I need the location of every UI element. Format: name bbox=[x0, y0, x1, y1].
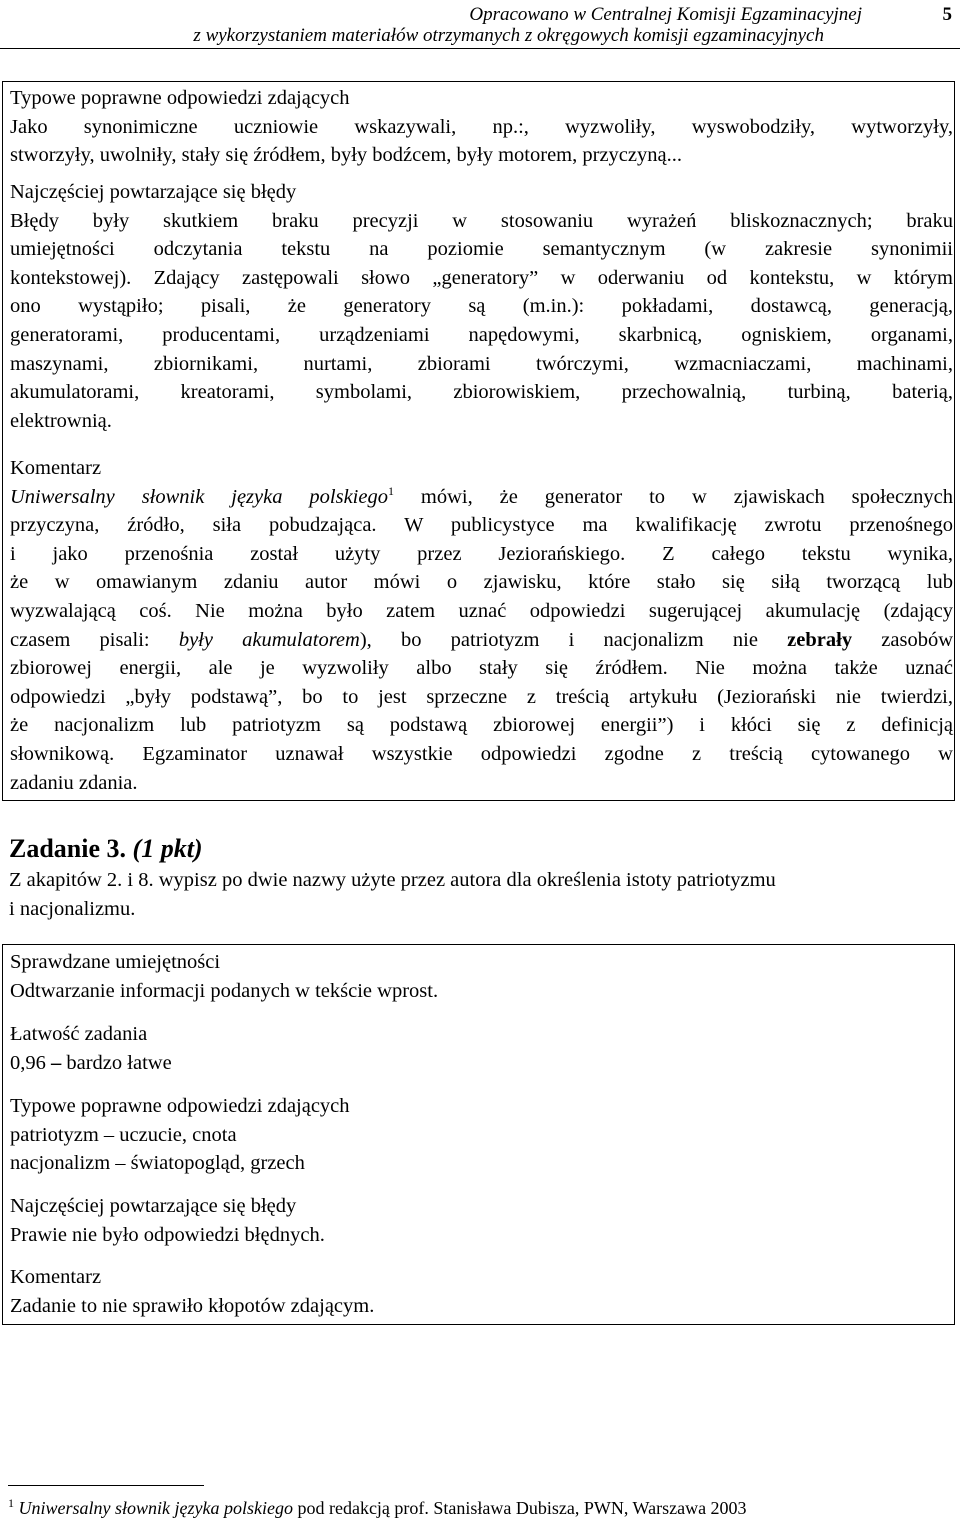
task-number: Zadanie 3. bbox=[9, 834, 127, 863]
typical-answers-heading: Typowe poprawne odpowiedzi zdających bbox=[10, 87, 350, 109]
comment-line: odpowiedzi „były podstawą”, bo to jest sprzeczne z treścią artykułu (Jeziorański nie twierdzi, bbox=[10, 685, 953, 708]
comment-line: że w omawianym zdaniu autor mówi o zjawisku, które stało się siłą tworzącą lub bbox=[10, 571, 953, 594]
typical-answers-heading: Typowe poprawne odpowiedzi zdających bbox=[10, 1095, 350, 1117]
footnote-number: 1 bbox=[8, 1496, 14, 1510]
page-header bbox=[0, 0, 960, 49]
task-question-line: Z akapitów 2. i 8. wypisz po dwie nazwy użyte przez autora dla określenia istoty patriotyzmu bbox=[9, 869, 776, 891]
emphasized-word: zebrały bbox=[787, 628, 853, 651]
ease-line bbox=[10, 1049, 953, 1078]
footnote-text: pod redakcją prof. Stanisława Dubisza, PWN, Warszawa 2003 bbox=[292, 1498, 747, 1518]
comment-line: zadaniu zdania. bbox=[10, 771, 138, 794]
comment-heading: Komentarz bbox=[10, 1266, 102, 1288]
comment-line: wyzwalającą coś. Nie można było zatem uznać odpowiedzi sugerującej akumulację (zdający bbox=[10, 599, 953, 622]
comment-line bbox=[10, 626, 953, 655]
ease-dash: – bbox=[51, 1051, 62, 1074]
comment-text: mówi, że generator to w zjawiskach społecznych bbox=[393, 485, 953, 508]
typical-answers-line: Jako synonimiczne uczniowie wskazywali, np.:, wyzwoliły, wyswobodziły, wytworzyły, bbox=[10, 115, 953, 138]
task-question-line: i nacjonalizmu. bbox=[9, 897, 136, 920]
ease-value: 0,96 bbox=[10, 1051, 46, 1074]
footnote-ref: 1 bbox=[387, 483, 394, 498]
skills-text: Odtwarzanie informacji podanych w tekście wprost. bbox=[10, 979, 439, 1002]
comment-text: Zadanie to nie sprawiło kłopotów zdającym. bbox=[10, 1294, 375, 1317]
comment-line: i jako przenośnia został użyty przez Jeziorańskiego. Z całego tekstu wynika, bbox=[10, 542, 953, 565]
common-errors-heading: Najczęściej powtarzające się błędy bbox=[10, 181, 297, 203]
typical-answer-item: nacjonalizm – światopogląd, grzech bbox=[10, 1152, 305, 1175]
task-points: (1 pkt) bbox=[132, 834, 203, 863]
ease-section bbox=[10, 1020, 953, 1077]
header-line-2: z wykorzystaniem materiałów otrzymanych z okręgowych komisji egzaminacyjnych bbox=[193, 25, 824, 46]
comment-line: przyczyna, źródło, siła pobudzająca. W publicystyce ma kwalifikację zwrotu przenośnego bbox=[10, 514, 953, 537]
errors-line: Błędy były skutkiem braku precyzji w stosowaniu wyrażeń bliskoznacznych; braku bbox=[10, 209, 953, 232]
task-heading bbox=[9, 834, 203, 864]
comment-text: czasem pisali: bbox=[10, 628, 179, 651]
common-errors-section bbox=[10, 178, 953, 435]
common-errors-section-2 bbox=[10, 1192, 953, 1249]
comment-line: zbiorowej energii, ale je wyzwoliły albo stały się źródłem. Nie można także uznać bbox=[10, 657, 953, 680]
page-number: 5 bbox=[942, 4, 952, 25]
ease-heading: Łatwość zadania bbox=[10, 1023, 148, 1045]
common-errors-heading: Najczęściej powtarzające się błędy bbox=[10, 1195, 297, 1217]
errors-line: maszynami, zbiornikami, nurtami, zbiorami twórczymi, wzmacniaczami, machinami, bbox=[10, 352, 953, 375]
footnote bbox=[8, 1496, 747, 1520]
comment-heading: Komentarz bbox=[10, 457, 102, 479]
skills-heading: Sprawdzane umiejętności bbox=[10, 951, 221, 973]
errors-text: Prawie nie było odpowiedzi błędnych. bbox=[10, 1223, 325, 1246]
dictionary-title: Uniwersalny słownik języka polskiego bbox=[10, 485, 388, 508]
comment-section-2 bbox=[10, 1263, 953, 1320]
footnote-separator bbox=[8, 1485, 204, 1486]
errors-line: umiejętności odczytania tekstu na poziomie semantycznym (w zakresie synonimii bbox=[10, 238, 953, 261]
skills-section bbox=[10, 948, 953, 1005]
typical-answers-section-2 bbox=[10, 1092, 953, 1178]
comment-line bbox=[10, 483, 953, 512]
comment-line: słownikową. Egzaminator uznawał wszystkie odpowiedzi zgodne z treścią cytowanego w bbox=[10, 742, 953, 765]
comment-text: ), bo patriotyzm i nacjonalizm nie bbox=[359, 628, 788, 651]
comment-line: że nacjonalizm lub patriotyzm są podstawą zbiorowej energii”) i kłóci się z definicją bbox=[10, 714, 953, 737]
typical-answers-section bbox=[10, 84, 953, 170]
errors-line: akumulatorami, kreatorami, symbolami, zbiorowiskiem, przechowalnią, turbiną, baterią, bbox=[10, 381, 953, 404]
typical-answer-item: patriotyzm – uczucie, cnota bbox=[10, 1123, 237, 1146]
comment-section bbox=[10, 454, 953, 797]
errors-line: elektrownią. bbox=[10, 409, 112, 432]
header-line-1: Opracowano w Centralnej Komisji Egzaminacyjnej bbox=[469, 4, 862, 25]
task3-answers-box bbox=[2, 944, 955, 1325]
typical-answers-line: stworzyły, uwolniły, stały się źródłem, były bodźcem, były motorem, przyczyną... bbox=[10, 144, 682, 167]
errors-line: ono wystąpiło; pisali, że generatory są (m.in.): pokładami, dostawcą, generacją, bbox=[10, 295, 953, 318]
ease-label: bardzo łatwe bbox=[66, 1051, 172, 1074]
task-question bbox=[9, 866, 949, 923]
footnote-title: Uniwersalny słownik języka polskiego bbox=[18, 1498, 293, 1518]
quoted-answer: były akumulatorem bbox=[178, 628, 360, 651]
errors-line: generatorami, producentami, urządzeniami napędowymi, skarbnicą, ogniskiem, organami, bbox=[10, 323, 953, 346]
task2-answers-box bbox=[2, 81, 955, 801]
comment-text: zasobów bbox=[852, 628, 954, 651]
errors-line: kontekstowej). Zdający zastępowali słowo „generatory” w oderwaniu od kontekstu, w którym bbox=[10, 266, 953, 289]
